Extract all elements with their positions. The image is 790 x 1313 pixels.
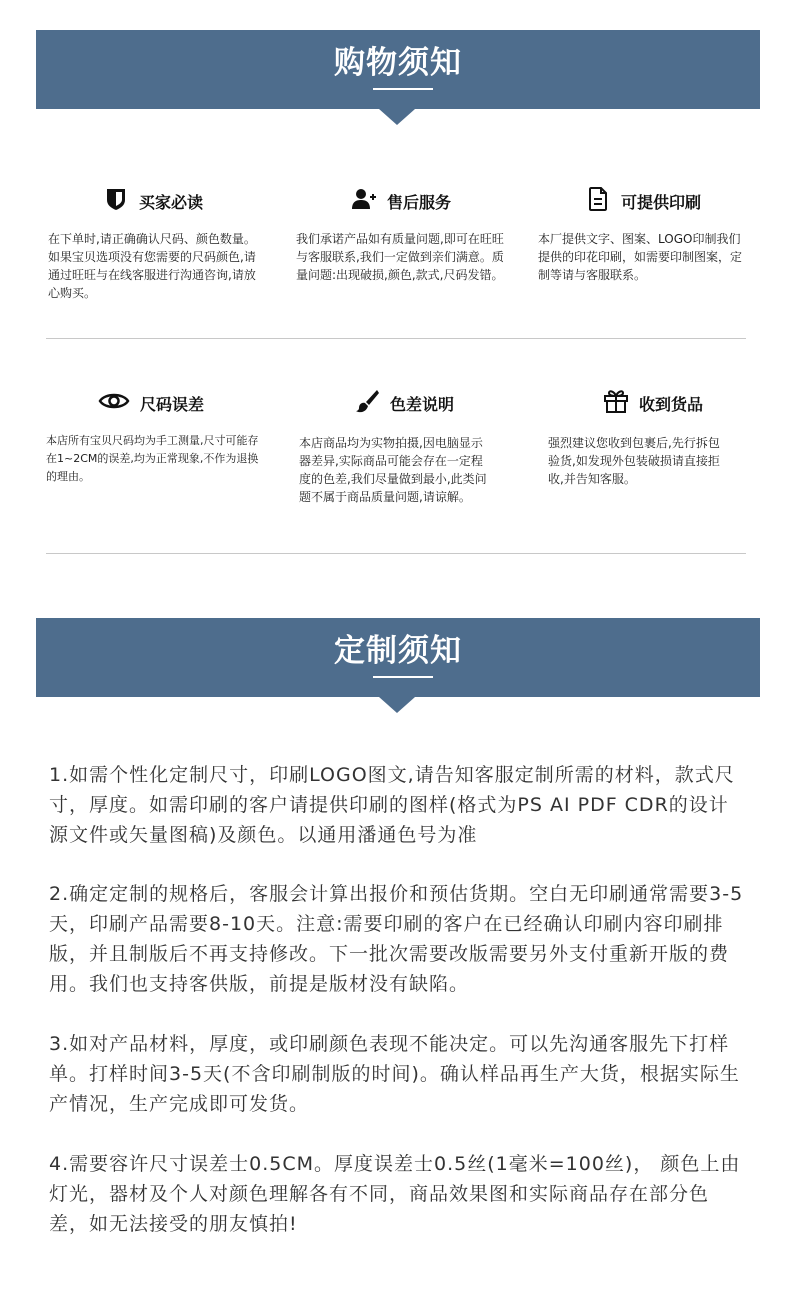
notice-title: 收到货品 [638,394,703,414]
notice-title: 色差说明 [389,394,454,414]
notice-text: 本厂提供文字、图案、LOGO印制我们提供的印花印刷，如需要印制图案，定制等请与客服联系。 [538,232,743,282]
notice-text: 本店所有宝贝尺码均为手工测量,尺寸可能存在1~2CM的误差,均为正常现象,不作为退换的理由。 [46,434,259,483]
custom-paragraph: 4.需要容许尺寸误差士0.5CM。厚度误差士0.5丝(1毫米=100丝)， 颜色上由灯光，器材及个人对颜色理解各有不同，商品效果图和实际商品存在部分色差，如无法接受的朋友慎拍! [49,1153,741,1235]
notice-buyer-must-read [48,186,258,302]
divider [46,553,746,554]
shield-icon [103,186,129,216]
notice-size-error [46,388,259,486]
notice-title: 可提供印刷 [620,192,701,212]
notice-text: 在下单时,请正确确认尺码、颜色数量。如果宝贝选项没有您需要的尺码颜色,请通过旺旺与在线客服进行沟通咨询,请放心购买。 [48,232,256,300]
add-user-icon [351,186,377,216]
notice-text: 本店商品均为实物拍摄,因电脑显示器差异,实际商品可能会存在一定程度的色差,我们尽量做到最小,此类问题不属于商品质量问题,请谅解。 [299,436,487,504]
gift-icon [603,388,629,418]
banner-arrow [379,109,415,125]
custom-paragraph: 3.如对产品材料，厚度，或印刷颜色表现不能决定。可以先沟通客服先下打样单。打样时间3-5天(不含印刷制版的时间)。确认样品再生产大货，根据实际生产情况，生产完成即可发货。 [49,1033,740,1115]
shopping-notice-banner [36,30,760,109]
custom-notice-title: 定制须知 [334,633,462,669]
notice-title: 买家必读 [138,192,203,212]
notice-printing [538,186,748,284]
divider [46,338,746,339]
custom-paragraph: 1.如需个性化定制尺寸，印刷LOGO图文,请告知客服定制所需的材料，款式尺寸，厚度。如需印刷的客户请提供印刷的图样(格式为PS AI PDF CDR的设计源文件或矢量图稿)及颜色。以通用潘通色号为准 [49,764,735,846]
notice-text: 强烈建议您收到包裹后,先行拆包验货,如发现外包装破损请直接拒收,并告知客服。 [548,436,720,486]
notice-title: 售后服务 [386,192,451,212]
title-underline [373,676,433,678]
custom-notice-banner [36,618,760,697]
notice-text: 我们承诺产品如有质量问题,即可在旺旺与客服联系,我们一定做到亲们满意。质量问题:出现破损,颜色,款式,尺码发错。 [296,232,504,282]
banner-arrow [379,697,415,713]
notice-receive-goods [548,388,758,488]
eye-icon [98,388,130,418]
document-icon [585,186,611,216]
custom-paragraph: 2.确定定制的规格后，客服会计算出报价和预估货期。空白无印刷通常需要3-5天，印刷产品需要8-10天。注意:需要印刷的客户在已经确认印刷内容印刷排版，并且制版后不再支持修改。下一批次需要改版需要另外支付重新开版的费用。我们也支持客供版，前提是版材没有缺陷。 [49,883,744,995]
notice-title: 尺码误差 [139,394,204,414]
notice-after-sales [296,186,506,284]
paint-brush-icon [354,388,380,418]
notice-color-difference [299,388,509,506]
shopping-notice-title: 购物须知 [334,45,462,81]
title-underline [373,88,433,90]
